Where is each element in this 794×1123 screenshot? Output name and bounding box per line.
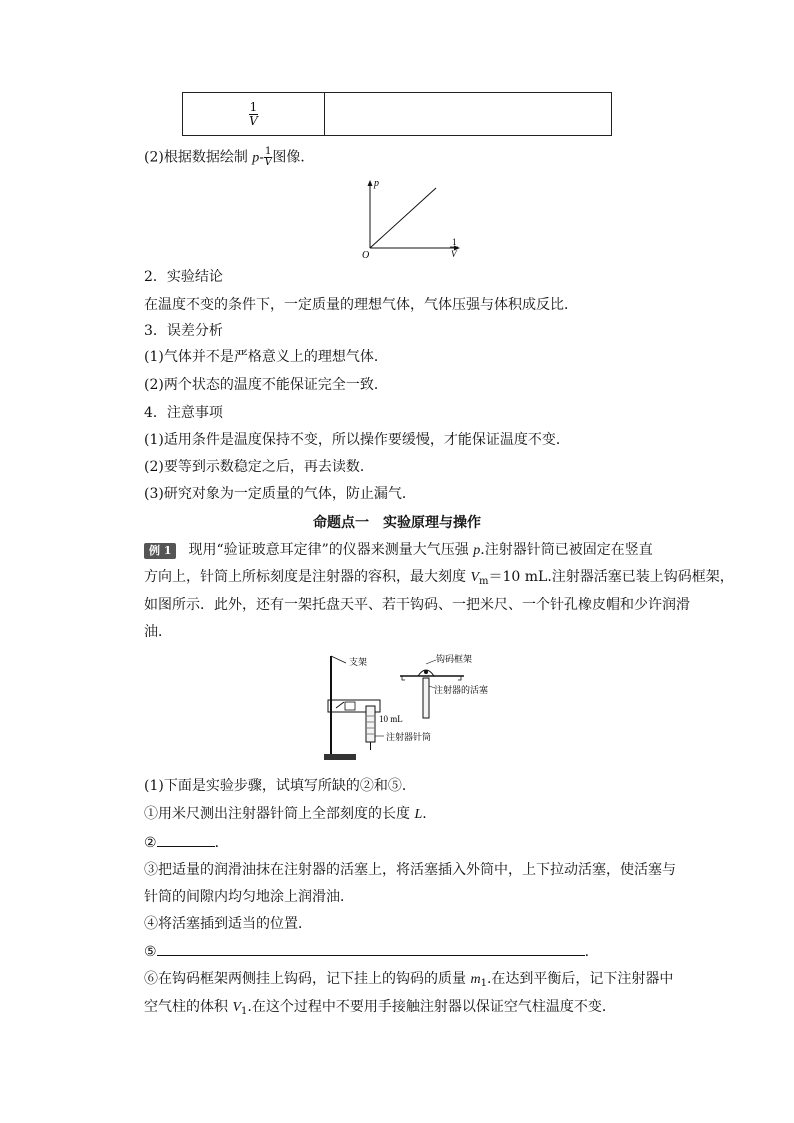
example-line-1	[144, 540, 653, 561]
fraction-numerator: 1	[265, 146, 272, 157]
section-3-title: 3．误差分析	[144, 323, 223, 339]
section-4-item-1: (1)适用条件是温度保持不变，所以操作要缓慢，才能保证温度不变．	[144, 432, 570, 448]
var-p: p	[473, 543, 481, 558]
step-6-line-2	[144, 997, 616, 1022]
data-table	[182, 92, 612, 136]
step-6-line-1	[144, 969, 673, 994]
step-text: ．	[214, 835, 229, 851]
example-text: ＝10 mL.注射器活塞已装上钩码框架，	[488, 569, 734, 585]
x-axis-label-denominator: V	[451, 249, 457, 259]
clamp-screw	[336, 702, 344, 708]
step-1	[144, 804, 427, 825]
subscript: m	[479, 576, 489, 587]
step-3-line-1: ③把适量的润滑油抹在注射器的活塞上，将活塞插入外筒中，上下拉动活塞，使活塞与	[144, 862, 676, 878]
table-cell-value	[325, 93, 612, 136]
example-line-4: 油．	[144, 624, 172, 640]
step-text: .	[584, 944, 590, 960]
step-text: 空气柱的体积	[144, 999, 233, 1015]
step-text: .在达到平衡后，记下注射器中	[486, 971, 674, 987]
answer-blank-5[interactable]	[157, 941, 585, 956]
step-text: ⑥在钩码框架两侧挂上钩码，记下挂上的钩码的质量	[144, 971, 471, 987]
origin-label: O	[362, 250, 370, 261]
syringe-barrel	[366, 706, 375, 742]
proportional-line	[370, 188, 436, 248]
example-text: 方向上，针筒上所标刻度是注射器的容积，最大刻度	[144, 569, 471, 585]
example-line-2	[144, 567, 734, 592]
fraction-denominator: V	[249, 113, 258, 128]
section-3-item-1: (1)气体并不是严格意义上的理想气体．	[144, 349, 388, 365]
y-axis-label: p	[374, 178, 379, 189]
frame-label-leader	[426, 660, 436, 664]
label-10ml: 10 mL	[379, 714, 403, 724]
weight-frame-knob	[424, 670, 428, 674]
subscript: 1	[480, 978, 487, 989]
step-2	[144, 832, 229, 853]
subscript: 1	[241, 1006, 248, 1017]
step-number: ⑤	[144, 944, 157, 960]
section-4-item-3: (3)研究对象为一定质量的气体，防止漏气．	[144, 486, 416, 502]
example-text: .注射器针筒已被固定在竖直	[480, 542, 653, 558]
var-p: p	[252, 150, 260, 166]
fraction-denominator: V	[264, 157, 272, 168]
plot-step-text	[144, 147, 314, 169]
fraction-one-over-v	[249, 101, 259, 128]
stand-base	[324, 754, 356, 760]
step-text: .在这个过程中不要用手接触注射器以保证空气柱温度不变．	[247, 999, 616, 1015]
steps-intro: (1)下面是实验步骤，试填写所缺的②和⑤．	[144, 778, 416, 794]
step-5	[144, 941, 589, 962]
step-4: ④将活塞插到适当的位置．	[144, 916, 312, 932]
step-number: ②	[144, 835, 157, 851]
label-barrel: 注射器针筒	[386, 733, 432, 743]
section-4-item-2: (2)要等到示数稳定之后，再去读数．	[144, 459, 374, 475]
step-text: ①用米尺测出注射器针筒上全部刻度的长度	[144, 806, 415, 822]
label-stand: 支架	[349, 658, 368, 668]
stand-label-leader	[331, 656, 346, 663]
example-line-3: 如图所示．此外，还有一架托盘天平、若干钩码、一把米尺、一个针孔橡皮帽和少许润滑	[144, 597, 690, 613]
section-2-title: 2．实验结论	[144, 269, 223, 285]
plot-step-suffix: 图像．	[272, 149, 315, 166]
var-v: V	[470, 570, 480, 585]
var-m: m	[470, 972, 481, 987]
label-weight-frame: 钩码框架	[436, 655, 473, 665]
apparatus-figure	[322, 650, 492, 768]
table-cell-label	[183, 93, 325, 136]
plot-step-prefix: (2)根据数据绘制	[144, 149, 253, 166]
var-v: V	[232, 1000, 242, 1015]
label-piston: 注射器的活塞	[434, 686, 489, 696]
var-l: L	[414, 807, 423, 822]
step-3-line-2: 针筒的间隙内均匀地涂上润滑油．	[144, 889, 354, 905]
y-axis-arrow-icon	[368, 180, 373, 186]
p-vs-inverse-v-graph	[356, 172, 466, 262]
dash: -	[259, 149, 265, 166]
table-row	[183, 93, 612, 136]
example-badge: 例 1	[144, 543, 176, 559]
section-3-item-2: (2)两个状态的温度不能保证完全一致．	[144, 377, 388, 393]
piston	[423, 678, 429, 718]
example-text: 现用“验证玻意耳定律”的仪器来测量大气压强	[188, 542, 474, 558]
fraction-numerator: 1	[249, 99, 258, 114]
topic-title: 命题点一 实验原理与操作	[313, 515, 481, 531]
section-4-title: 4．注意事项	[144, 405, 223, 421]
step-text: .	[422, 806, 427, 822]
section-2-text: 在温度不变的条件下，一定质量的理想气体，气体压强与体积成反比．	[144, 297, 578, 313]
answer-blank-2[interactable]	[157, 832, 215, 847]
clamp-block	[345, 702, 355, 710]
x-axis-label-numerator: 1	[452, 237, 457, 247]
